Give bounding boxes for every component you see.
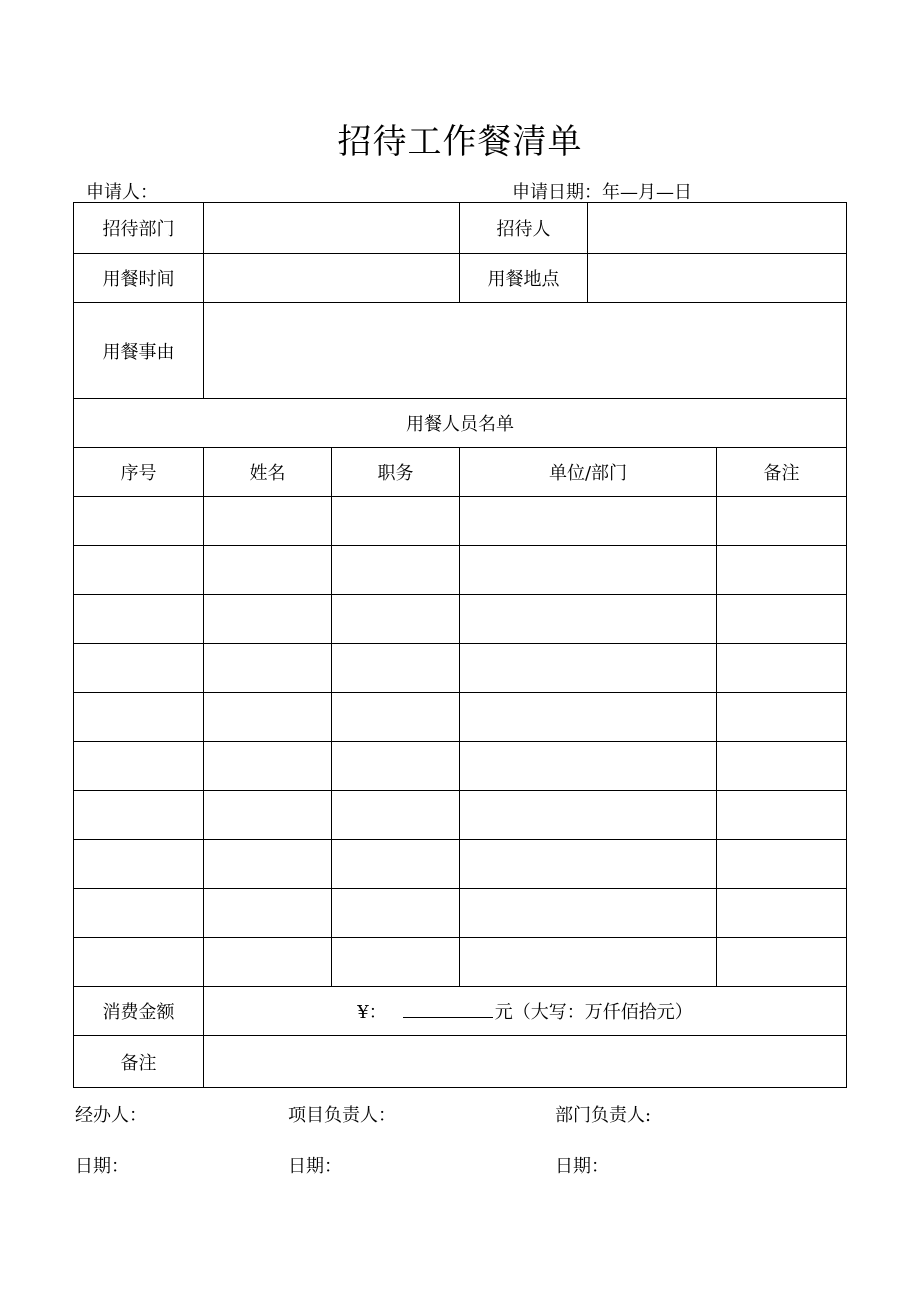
- table-row: [74, 840, 847, 889]
- meal-place-field[interactable]: [588, 254, 847, 303]
- date-label-handler: 日期：: [75, 1156, 129, 1177]
- position-cell[interactable]: [332, 497, 460, 546]
- col-header-position: 职务: [332, 448, 460, 497]
- table-row: [74, 742, 847, 791]
- remarks-label: 备注: [74, 1036, 204, 1088]
- unit-cell[interactable]: [460, 497, 717, 546]
- meal-form-table: [73, 202, 847, 1088]
- notes-cell[interactable]: [717, 644, 847, 693]
- notes-cell[interactable]: [717, 693, 847, 742]
- table-row: [74, 644, 847, 693]
- table-row: [74, 595, 847, 644]
- notes-cell[interactable]: [717, 742, 847, 791]
- seq-cell[interactable]: [74, 497, 204, 546]
- col-header-seq: 序号: [74, 448, 204, 497]
- meal-place-label: 用餐地点: [460, 254, 588, 303]
- row-remarks: [74, 1036, 847, 1088]
- meal-reason-label: 用餐事由: [74, 303, 204, 399]
- amount-text: 元（大写：万仟佰拾元）: [494, 1002, 693, 1023]
- position-cell[interactable]: [332, 693, 460, 742]
- table-row: [74, 693, 847, 742]
- col-header-notes: 备注: [717, 448, 847, 497]
- remarks-field[interactable]: [204, 1036, 847, 1088]
- position-cell[interactable]: [332, 889, 460, 938]
- row-reason: [74, 303, 847, 399]
- name-cell[interactable]: [204, 889, 332, 938]
- meal-time-label: 用餐时间: [74, 254, 204, 303]
- host-field[interactable]: [588, 203, 847, 254]
- amount-blank-line[interactable]: [403, 999, 493, 1018]
- unit-cell[interactable]: [460, 889, 717, 938]
- notes-cell[interactable]: [717, 546, 847, 595]
- name-cell[interactable]: [204, 497, 332, 546]
- handler-label: 经办人：: [75, 1105, 147, 1126]
- dept-label: 招待部门: [74, 203, 204, 254]
- amount-currency: ¥：: [357, 1002, 387, 1023]
- date-label-project-lead: 日期：: [288, 1156, 342, 1177]
- table-row: [74, 546, 847, 595]
- name-cell[interactable]: [204, 693, 332, 742]
- attendees-header-row: [74, 448, 847, 497]
- date-label-dept-lead: 日期：: [555, 1156, 609, 1177]
- applicant-label: 申请人：: [86, 182, 158, 203]
- attendees-title: 用餐人员名单: [74, 399, 847, 448]
- project-lead-label: 项目负责人：: [288, 1105, 396, 1126]
- seq-cell[interactable]: [74, 644, 204, 693]
- position-cell[interactable]: [332, 791, 460, 840]
- unit-cell[interactable]: [460, 644, 717, 693]
- notes-cell[interactable]: [717, 840, 847, 889]
- position-cell[interactable]: [332, 938, 460, 987]
- seq-cell[interactable]: [74, 889, 204, 938]
- meal-reason-field[interactable]: [204, 303, 847, 399]
- col-header-unit-dept: 单位/部门: [460, 448, 717, 497]
- unit-cell[interactable]: [460, 546, 717, 595]
- amount-label: 消费金额: [74, 987, 204, 1036]
- row-amount: [74, 987, 847, 1036]
- name-cell[interactable]: [204, 546, 332, 595]
- notes-cell[interactable]: [717, 497, 847, 546]
- notes-cell[interactable]: [717, 595, 847, 644]
- name-cell[interactable]: [204, 742, 332, 791]
- notes-cell[interactable]: [717, 938, 847, 987]
- dept-field[interactable]: [204, 203, 460, 254]
- position-cell[interactable]: [332, 595, 460, 644]
- name-cell[interactable]: [204, 644, 332, 693]
- position-cell[interactable]: [332, 644, 460, 693]
- name-cell[interactable]: [204, 938, 332, 987]
- host-label: 招待人: [460, 203, 588, 254]
- name-cell[interactable]: [204, 595, 332, 644]
- unit-cell[interactable]: [460, 840, 717, 889]
- seq-cell[interactable]: [74, 595, 204, 644]
- unit-cell[interactable]: [460, 693, 717, 742]
- name-cell[interactable]: [204, 791, 332, 840]
- position-cell[interactable]: [332, 840, 460, 889]
- page-title: 招待工作餐清单: [337, 122, 583, 162]
- unit-cell[interactable]: [460, 791, 717, 840]
- row-time-place: [74, 254, 847, 303]
- table-row: [74, 938, 847, 987]
- col-header-name: 姓名: [204, 448, 332, 497]
- seq-cell[interactable]: [74, 791, 204, 840]
- position-cell[interactable]: [332, 546, 460, 595]
- unit-cell[interactable]: [460, 938, 717, 987]
- table-row: [74, 497, 847, 546]
- unit-cell[interactable]: [460, 595, 717, 644]
- seq-cell[interactable]: [74, 840, 204, 889]
- dept-lead-label: 部门负责人:: [555, 1105, 652, 1126]
- name-cell[interactable]: [204, 840, 332, 889]
- amount-field[interactable]: [204, 987, 847, 1036]
- unit-cell[interactable]: [460, 742, 717, 791]
- seq-cell[interactable]: [74, 546, 204, 595]
- seq-cell[interactable]: [74, 938, 204, 987]
- apply-date-label: 申请日期：年—月—日: [512, 182, 692, 203]
- seq-cell[interactable]: [74, 693, 204, 742]
- table-row: [74, 791, 847, 840]
- table-row: [74, 889, 847, 938]
- position-cell[interactable]: [332, 742, 460, 791]
- row-attendees-title: [74, 399, 847, 448]
- notes-cell[interactable]: [717, 791, 847, 840]
- notes-cell[interactable]: [717, 889, 847, 938]
- meal-time-field[interactable]: [204, 254, 460, 303]
- row-dept-host: [74, 203, 847, 254]
- seq-cell[interactable]: [74, 742, 204, 791]
